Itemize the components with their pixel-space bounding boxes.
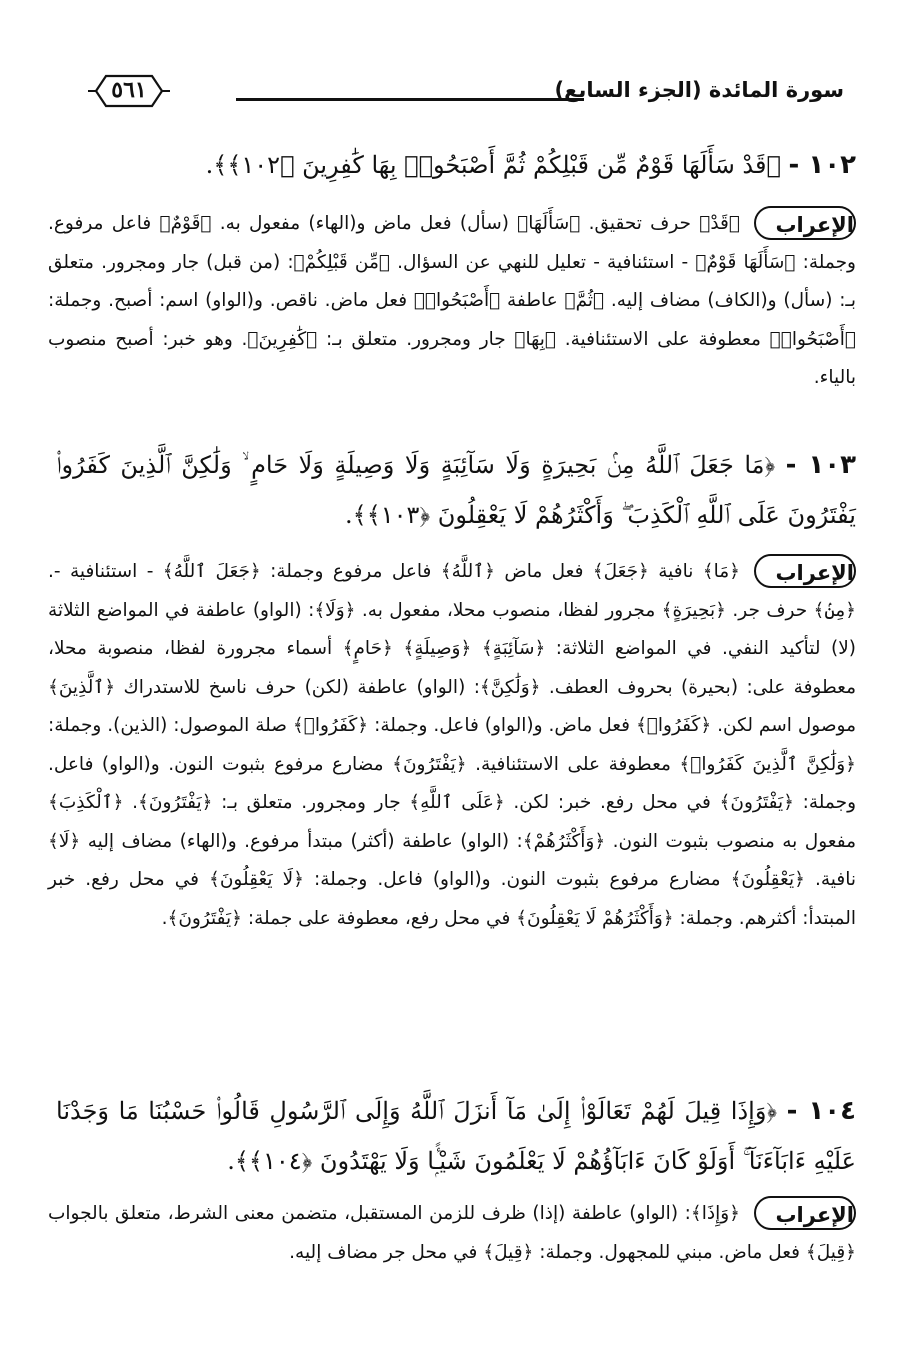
verse-number: ١٠٢ - — [788, 150, 856, 180]
verse-text: ﴿وَإِذَا قِيلَ لَهُمْ تَعَالَوْا۟ إِلَىٰ مَآ أَنزَلَ ٱللَّهُ وَإِلَى ٱلرَّسُولِ قَالُوا۟ حَسْبُنَا مَا وَجَدْنَا عَلَيْهِ ءَابَآءَنَآ ۚ أَوَلَوْ كَانَ ءَابَآؤُهُمْ لَا يَعْلَمُونَ شَيْـًۭٔا وَلَا يَهْتَدُونَ ﴿١٠٤﴾﴾. — [56, 1097, 856, 1175]
page-header — [86, 68, 844, 118]
irab-102 — [48, 205, 856, 398]
irab-104 — [48, 1195, 856, 1272]
verse-text: ﴿مَا جَعَلَ ٱللَّهُ مِنۢ بَحِيرَةٍ وَلَا سَآئِبَةٍ وَلَا وَصِيلَةٍ وَلَا حَامٍ ۙ وَلَٰكِنَّ ٱلَّذِينَ كَفَرُوا۟ يَفْتَرُونَ عَلَى ٱللَّهِ ٱلْكَذِبَ ۖ وَأَكْثَرُهُمْ لَا يَعْقِلُونَ ﴿١٠٣﴾﴾. — [56, 451, 856, 529]
verse-103 — [56, 440, 856, 540]
irab-103 — [48, 553, 856, 938]
irab-label: الإعراب — [754, 554, 856, 588]
page-number-frame — [86, 72, 172, 110]
irab-text: ﴿قَدْ﴾ حرف تحقيق. ﴿سَأَلَهَا﴾ (سأل) فعل ماض و(الهاء) مفعول به. ﴿قَوْمٌ﴾ فاعل مرفوع. وجملة: ﴿سَأَلَهَا قَوْمٌ﴾ - استئنافية - تعليل للنهي عن السؤال. ﴿مِّن قَبْلِكُمْ﴾: (من قبل) جار ومجرور. متعلق بـ: (سأل) و(الكاف) مضاف إليه. ﴿ثُمَّ﴾ عاطفة ﴿أَصْبَحُوا۟﴾ فعل ماض. ناقص. و(الواو) اسم: أصبح. وجملة: ﴿أَصْبَحُوا۟﴾ معطوفة على الاستئنافية. ﴿بِهَا﴾ جار ومجرور. متعلق بـ: ﴿كَٰفِرِينَ﴾. وهو خبر: أصبح منصوب بالياء. — [48, 213, 856, 388]
verse-number: ١٠٣ - — [785, 450, 856, 480]
verse-number: ١٠٤ - — [786, 1096, 857, 1126]
page-number: ٥٦١ — [111, 77, 147, 103]
running-title: سورة المائدة (الجزء السابع) — [554, 78, 844, 102]
verse-102 — [56, 140, 856, 190]
irab-text: ﴿مَا﴾ نافية ﴿جَعَلَ﴾ فعل ماض ﴿ٱللَّهُ﴾ فاعل مرفوع وجملة: ﴿جَعَلَ ٱللَّهُ﴾ - استئنافية -. ﴿مِنۢ﴾ حرف جر. ﴿بَحِيرَةٍ﴾ مجرور لفظا، منصوب محلا، مفعول به. ﴿وَلَا﴾: (الواو) عاطفة في المواضع الثلاثة (لا) لتأكيد النفي. في المواضع الثلاثة: ﴿سَآئِبَةٍ﴾ ﴿وَصِيلَةٍ﴾ ﴿حَامٍ﴾ أسماء مجرورة لفظا، منصوبة محلا، معطوفة على: (بحيرة) بحروف العطف. ﴿وَلَٰكِنَّ﴾: (الواو) عاطفة (لكن) حرف ناسخ للاستدراك ﴿ٱلَّذِينَ﴾ موصول اسم لكن. ﴿كَفَرُوا۟﴾ فعل ماض. و(الواو) فاعل. وجملة: ﴿كَفَرُوا۟﴾ صلة الموصول: (الذين). وجملة: ﴿وَلَٰكِنَّ ٱلَّذِينَ كَفَرُوا۟﴾ معطوفة على الاستئنافية. ﴿يَفْتَرُونَ﴾ مضارع مرفوع بثبوت النون. و(الواو) فاعل. وجملة: ﴿يَفْتَرُونَ﴾ في محل رفع. خبر: لكن. ﴿عَلَى ٱللَّهِ﴾ جار ومجرور. متعلق بـ: ﴿يَفْتَرُونَ﴾. ﴿ٱلْكَذِبَ﴾ مفعول به منصوب بثبوت النون. ﴿وَأَكْثَرُهُمْ﴾: (الواو) عاطفة (أكثر) مبتدأ مرفوع. و(الهاء) مضاف إليه ﴿لَا﴾ نافية. ﴿يَعْقِلُونَ﴾ مضارع مرفوع بثبوت النون. و(الواو) فاعل. وجملة: ﴿لَا يَعْقِلُونَ﴾ في محل رفع. خبر المبتدأ: أكثرهم. وجملة: ﴿وَأَكْثَرُهُمْ لَا يَعْقِلُونَ﴾ في محل رفع، معطوفة على جملة: ﴿يَفْتَرُونَ﴾. — [48, 561, 856, 929]
irab-label: الإعراب — [754, 206, 856, 240]
verse-104 — [56, 1086, 856, 1186]
header-rule — [236, 98, 584, 101]
irab-label: الإعراب — [754, 1196, 856, 1230]
irab-text: ﴿وَإِذَا﴾: (الواو) عاطفة (إذا) ظرف للزمن المستقبل، متضمن معنى الشرط، متعلق بالجواب ﴿قِيلَ﴾ فعل ماض. مبني للمجهول. وجملة: ﴿قِيلَ﴾ في محل جر مضاف إليه. — [48, 1203, 856, 1263]
verse-text: ﴿قَدْ سَأَلَهَا قَوْمٌ مِّن قَبْلِكُمْ ثُمَّ أَصْبَحُوا۟ بِهَا كَٰفِرِينَ ﴿١٠٢﴾﴾. — [205, 151, 781, 179]
